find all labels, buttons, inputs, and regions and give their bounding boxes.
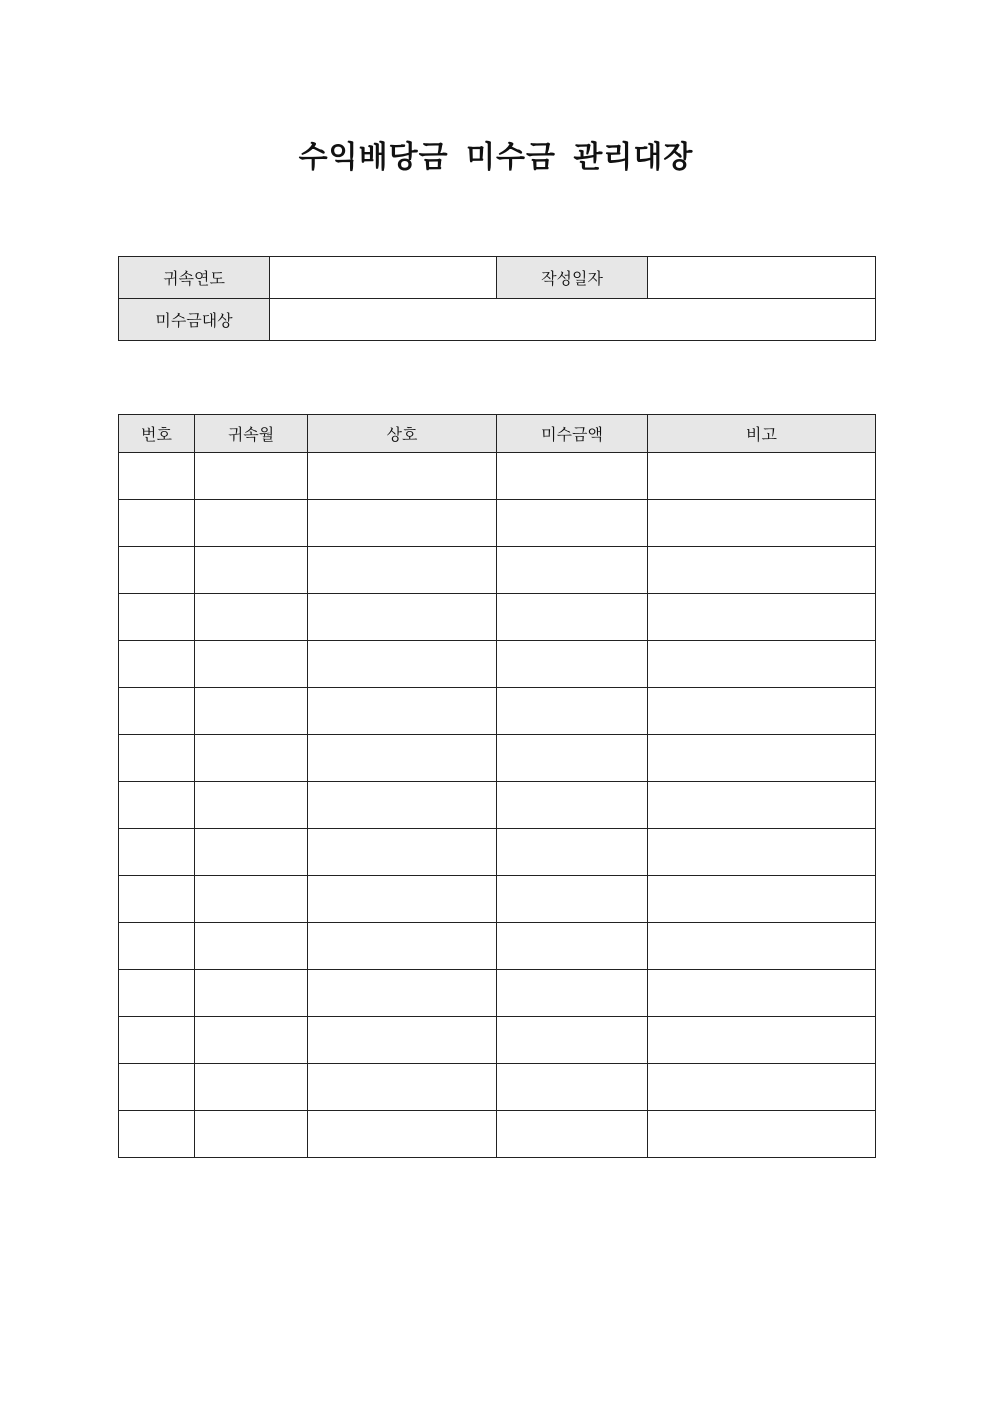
cell-month[interactable] (195, 1064, 308, 1111)
info-table (118, 256, 876, 341)
table-row (119, 453, 876, 500)
table-row (119, 782, 876, 829)
info-row-year-date (119, 257, 876, 299)
table-row (119, 547, 876, 594)
cell-number[interactable] (119, 1111, 195, 1158)
table-row (119, 735, 876, 782)
cell-company[interactable] (308, 829, 497, 876)
cell-amount[interactable] (497, 547, 648, 594)
ledger-header-row (119, 415, 876, 453)
cell-amount[interactable] (497, 594, 648, 641)
cell-company[interactable] (308, 453, 497, 500)
cell-company[interactable] (308, 594, 497, 641)
cell-remarks[interactable] (648, 923, 876, 970)
cell-remarks[interactable] (648, 970, 876, 1017)
cell-number[interactable] (119, 782, 195, 829)
cell-month[interactable] (195, 453, 308, 500)
cell-number[interactable] (119, 500, 195, 547)
cell-number[interactable] (119, 1064, 195, 1111)
cell-number[interactable] (119, 970, 195, 1017)
cell-company[interactable] (308, 876, 497, 923)
cell-remarks[interactable] (648, 876, 876, 923)
cell-month[interactable] (195, 547, 308, 594)
cell-amount[interactable] (497, 453, 648, 500)
cell-number[interactable] (119, 688, 195, 735)
cell-number[interactable] (119, 453, 195, 500)
cell-month[interactable] (195, 876, 308, 923)
cell-number[interactable] (119, 641, 195, 688)
cell-company[interactable] (308, 641, 497, 688)
table-row (119, 1017, 876, 1064)
cell-amount[interactable] (497, 641, 648, 688)
cell-remarks[interactable] (648, 735, 876, 782)
cell-company[interactable] (308, 970, 497, 1017)
column-header-number: 번호 (119, 415, 195, 453)
table-row (119, 688, 876, 735)
ledger-body (119, 453, 876, 1158)
cell-month[interactable] (195, 1017, 308, 1064)
cell-month[interactable] (195, 782, 308, 829)
cell-company[interactable] (308, 1017, 497, 1064)
cell-company[interactable] (308, 1064, 497, 1111)
column-header-remarks: 비고 (648, 415, 876, 453)
cell-number[interactable] (119, 547, 195, 594)
cell-amount[interactable] (497, 1017, 648, 1064)
cell-remarks[interactable] (648, 829, 876, 876)
cell-month[interactable] (195, 829, 308, 876)
cell-amount[interactable] (497, 1064, 648, 1111)
page-title: 수익배당금 미수금 관리대장 (298, 140, 694, 175)
cell-amount[interactable] (497, 1111, 648, 1158)
column-header-amount: 미수금액 (497, 415, 648, 453)
cell-company[interactable] (308, 547, 497, 594)
cell-company[interactable] (308, 782, 497, 829)
cell-amount[interactable] (497, 500, 648, 547)
cell-remarks[interactable] (648, 688, 876, 735)
date-field[interactable] (648, 257, 876, 299)
ledger-table (118, 414, 876, 1158)
target-label: 미수금대상 (119, 299, 270, 341)
cell-number[interactable] (119, 1017, 195, 1064)
cell-month[interactable] (195, 735, 308, 782)
target-field[interactable] (270, 299, 876, 341)
cell-remarks[interactable] (648, 453, 876, 500)
info-row-target (119, 299, 876, 341)
cell-remarks[interactable] (648, 782, 876, 829)
cell-month[interactable] (195, 641, 308, 688)
cell-remarks[interactable] (648, 641, 876, 688)
table-row (119, 876, 876, 923)
cell-remarks[interactable] (648, 594, 876, 641)
cell-remarks[interactable] (648, 1017, 876, 1064)
cell-number[interactable] (119, 594, 195, 641)
cell-remarks[interactable] (648, 547, 876, 594)
cell-month[interactable] (195, 923, 308, 970)
table-row (119, 1111, 876, 1158)
table-row (119, 970, 876, 1017)
table-row (119, 829, 876, 876)
cell-company[interactable] (308, 500, 497, 547)
cell-amount[interactable] (497, 923, 648, 970)
cell-company[interactable] (308, 735, 497, 782)
cell-month[interactable] (195, 970, 308, 1017)
cell-amount[interactable] (497, 876, 648, 923)
cell-number[interactable] (119, 923, 195, 970)
table-row (119, 594, 876, 641)
cell-month[interactable] (195, 688, 308, 735)
year-label: 귀속연도 (119, 257, 270, 299)
cell-amount[interactable] (497, 829, 648, 876)
year-field[interactable] (270, 257, 497, 299)
cell-number[interactable] (119, 876, 195, 923)
cell-number[interactable] (119, 829, 195, 876)
cell-amount[interactable] (497, 782, 648, 829)
date-label: 작성일자 (497, 257, 648, 299)
cell-remarks[interactable] (648, 1064, 876, 1111)
table-row (119, 500, 876, 547)
table-row (119, 1064, 876, 1111)
cell-amount[interactable] (497, 688, 648, 735)
cell-remarks[interactable] (648, 1111, 876, 1158)
table-row (119, 923, 876, 970)
cell-month[interactable] (195, 500, 308, 547)
cell-month[interactable] (195, 594, 308, 641)
cell-number[interactable] (119, 735, 195, 782)
cell-remarks[interactable] (648, 500, 876, 547)
cell-company[interactable] (308, 923, 497, 970)
column-header-month: 귀속월 (195, 415, 308, 453)
cell-amount[interactable] (497, 735, 648, 782)
table-row (119, 641, 876, 688)
cell-company[interactable] (308, 1111, 497, 1158)
cell-month[interactable] (195, 1111, 308, 1158)
cell-company[interactable] (308, 688, 497, 735)
column-header-company: 상호 (308, 415, 497, 453)
cell-amount[interactable] (497, 970, 648, 1017)
